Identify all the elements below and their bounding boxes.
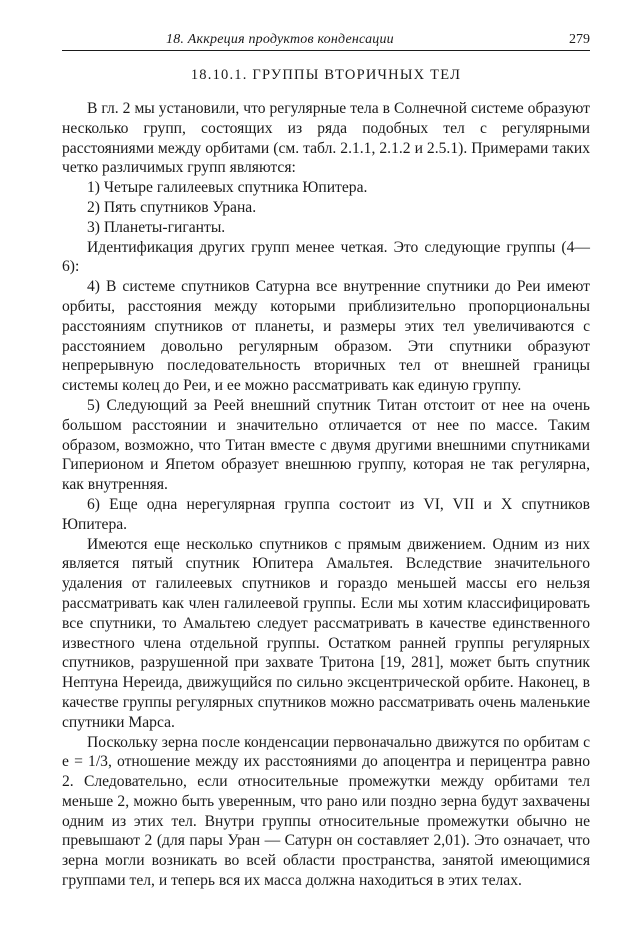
- paragraph-identification: Идентификация других групп менее четкая. Это следующие группы (4—6):: [62, 238, 590, 276]
- paragraph-intro: В гл. 2 мы установили, что регулярные тела в Солнечной системе образуют несколько групп, состоящих из ряда подобных тел с регулярными расстояниями между орбитами (см. табл. 2.1.1, 2.1.2 и 2.5.1). Примерами таких четко различимых групп являются:: [62, 100, 590, 177]
- book-page: [62, 32, 590, 932]
- list-item-5: 5) Следующий за Реей внешний спутник Титан отстоит от нее на очень большом расстоянии и значительно отличается от нее по массе. Таким образом, возможно, что Титан вместе с двумя другими внешними спутниками Гиперионом и Япетом образует внешнюю группу, которая не так регулярна, как внутренняя.: [62, 396, 590, 494]
- page-number: 279: [569, 32, 590, 47]
- list-item-2: 2) Пять спутников Урана.: [87, 198, 257, 216]
- list-item-1: 1) Четыре галилеевых спутника Юпитера.: [87, 179, 368, 197]
- section-heading: 18.10.1. ГРУППЫ ВТОРИЧНЫХ ТЕЛ: [190, 67, 462, 83]
- running-title: 18. Аккреция продуктов конденсации: [166, 32, 394, 47]
- list-item-4: 4) В системе спутников Сатурна все внутренние спутники до Реи имеют орбиты, расстояния между которыми приблизительно пропорциональны расстояниям спутников от планеты, и размеры этих тел увеличиваются с расстоянием довольно регулярным образом. Эти спутники образуют непрерывную последовательность вторичных тел от внешней границы системы колец до Реи, и ее можно рассматривать как единую группу.: [62, 278, 590, 395]
- paragraph-condensation-grains: Поскольку зерна после конденсации первоначально движутся по орбитам с e = 1/3, отношение между их расстояниями до апоцентра и перицентра равно 2. Следовательно, если относительные промежутки между орбитами тел меньше 2, можно быть уверенным, что рано или поздно зерна будут захвачены одним из этих тел. Внутри группы относительные промежутки обычно не превышают 2 (для пары Уран — Сатурн он составляет 2,01). Это означает, что зерна могли возникать во всей области пространства, занятой имеющимися группами тел, и теперь вся их масса должна находиться в этих телах.: [62, 733, 590, 890]
- list-item-3: 3) Планеты-гиганты.: [87, 218, 226, 236]
- list-item-6: 6) Еще одна нерегулярная группа состоит из VI, VII и X спутников Юпитера.: [62, 495, 590, 533]
- body-text: [62, 99, 590, 891]
- paragraph-prograde-satellites: Имеются еще несколько спутников с прямым движением. Одним из них является пятый спутник Юпитера Амальтея. Вследствие значительного удаления от галилеевых спутников и гораздо меньшей массы его нельзя рассматривать как член галилеевой группы. Если мы хотим классифицировать все спутники, то Амальтею следует рассматривать в качестве единственного известного члена отдельной группы. Остатком ранней группы регулярных спутников, разрушенной при захвате Тритона [19, 281], может быть спутник Нептуна Нереида, движущийся по сильно эксцентрической орбите. Наконец, в качестве группы регулярных спутников можно рассматривать очень маленькие спутники Марса.: [62, 535, 590, 731]
- running-header: [62, 32, 590, 51]
